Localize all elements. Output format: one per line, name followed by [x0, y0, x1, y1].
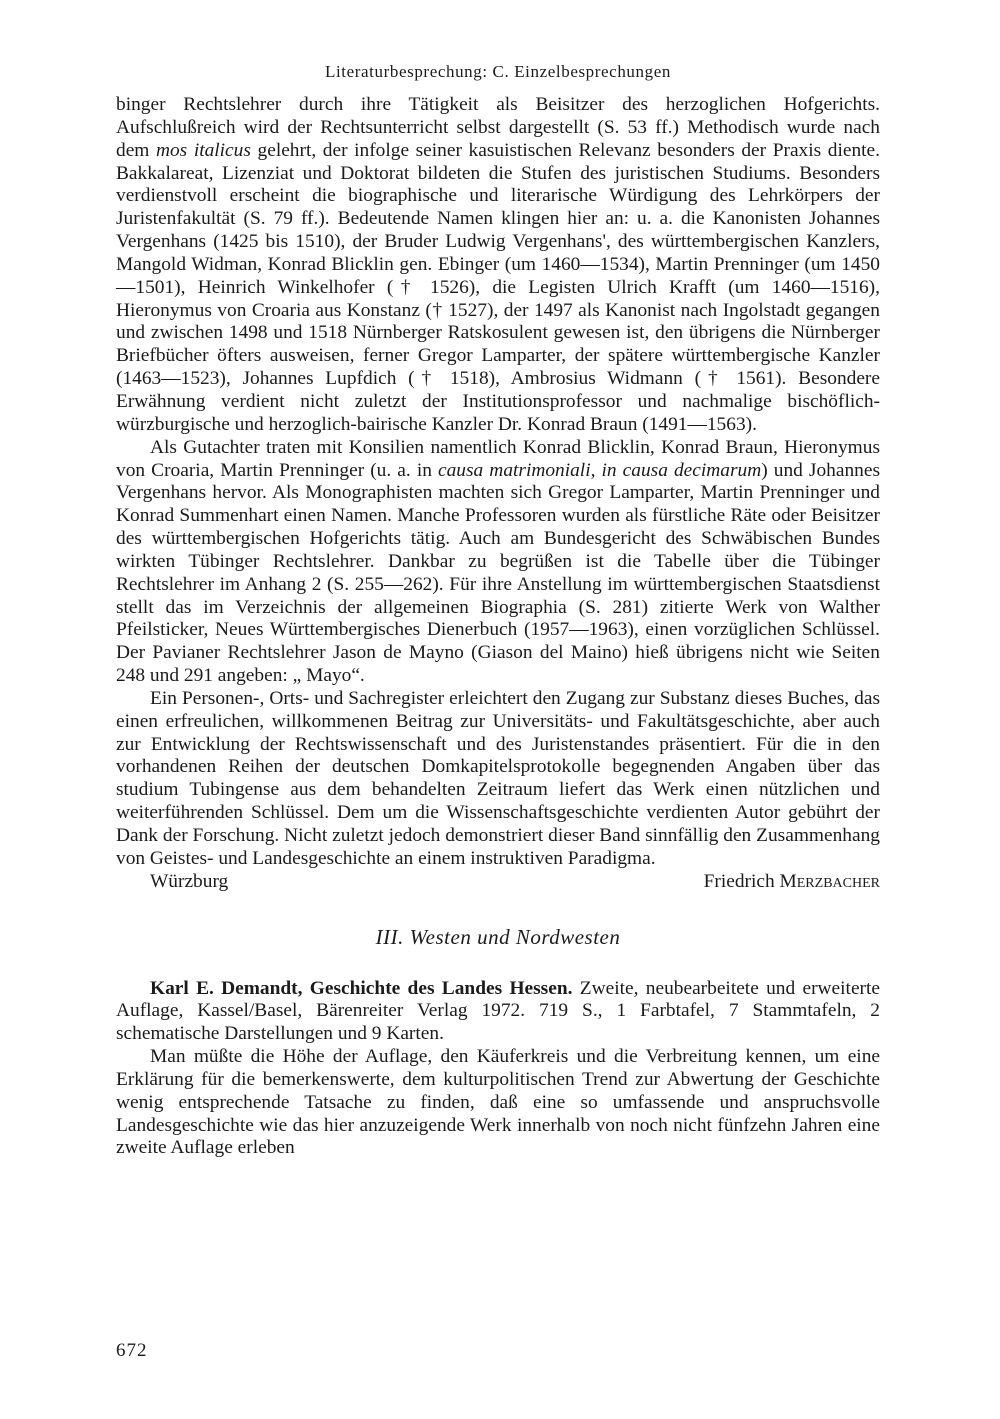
- paragraph-3: Ein Personen-, Orts- und Sachregister erleichtert den Zugang zur Substanz dieses Buches, das einen erfreulichen, willkommenen Beitrag zur Universitäts- und Fakultätsgeschichte, aber auch zur Entwicklung der Rechtswissenschaft und des Juristenstandes präsentiert. Für die in den vorhandenen Reihen der deutschen Domkapitelsprotokolle begegnenden Angaben über das studium Tubingense aus dem behandelten Zeitraum liefert das Werk einen nützlichen und weiterführenden Schlüssel. Dem um die Wissenschaftsgeschichte verdienten Autor gebührt der Dank der Forschung. Nicht zuletzt jedoch demonstriert dieser Band sinnfällig den Zusammenhang von Geistes- und Landesgeschichte an einem instruktiven Paradigma.: [116, 687, 880, 869]
- review-demandt: [116, 978, 880, 1161]
- paragraph-2: [116, 437, 880, 688]
- review-book-title: Karl E. Demandt, Geschichte des Landes Hessen.: [150, 977, 573, 999]
- review-merzbacher: [116, 94, 880, 894]
- paragraph-1-italic: mos italicus: [155, 139, 251, 161]
- paragraph-1: [116, 94, 880, 437]
- paragraph-2-text-a: Als Gutachter traten mit Konsilien namentlich Konrad Blicklin, Konrad Braun, Hieronymus von Croaria, Martin Prenninger (u. a. in: [116, 436, 880, 481]
- section-title: III. Westen und Nordwesten: [375, 924, 621, 949]
- review-heading: [116, 978, 880, 1047]
- signature-author: [704, 871, 880, 894]
- signature-first-name: Friedrich: [703, 870, 775, 892]
- paragraph-1-text: binger Rechtslehrer durch ihre Tätigkeit als Beisitzer des herzoglichen Hofgerichts. Aufschlußreich wird der Rechtsunterricht selbst dargestellt (S. 53 ff.) Methodisch wurde nach dem: [116, 94, 880, 161]
- page-content: [116, 58, 880, 1160]
- review-paragraph-1: Man müßte die Höhe der Auflage, den Käuferkreis und die Verbreitung kennen, um eine Erklärung für die bemerkenswerte, dem kulturpolitischen Trend zur Abwertung der Geschichte wenig entsprechende Tatsache zu finden, daß eine so umfassende und anspruchsvolle Landesgeschichte wie das hier anzuzeigende Werk innerhalb von noch nicht fünfzehn Jahren eine zweite Auflage erleben: [116, 1046, 880, 1159]
- paragraph-1-rest: gelehrt, der infolge seiner kasuistischen Relevanz besonders der Praxis diente. Bakkalareat, Lizenziat und Doktorat bildeten die Stufen des juristischen Studiums. Besonders verdienstvoll erscheint die biographische und literarische Würdigung des Lehrkörpers der Juristenfakultät (S. 79 ff.). Bedeutende Namen klingen hier an: u. a. die Kanonisten Johannes Vergenhans (1425 bis 1510), der Bruder Ludwig Vergenhans', des württembergischen Kanzlers, Mangold Widman, Konrad Blicklin gen. Ebinger (um 1460—1534), Martin Prenninger (um 1450—1501), Heinrich Winkelhofer († 1526), die Legisten Ulrich Krafft (um 1460—1516), Hieronymus von Croaria aus Konstanz († 1527), der 1497 als Kanonist nach Ingolstadt gegangen und zwischen 1498 und 1518 Nürnberger Ratskosulent gewesen ist, den übrigens die Nürnberger Briefbücher öfters ausweisen, ferner Gregor Lamparter, der spätere württembergische Kanzler (1463—1523), Johannes Lupfdich († 1518), Ambrosius Widmann († 1561). Besondere Erwähnung verdient nicht zuletzt der Institutionsprofessor und nachmalige bischöflich-würzburgische und herzoglich-bairische Kanzler Dr. Konrad Braun (1491—1563).: [116, 139, 880, 435]
- running-head: Literaturbesprechung: C. Einzelbesprechungen: [325, 62, 671, 81]
- paragraph-2-italic: causa matrimoniali, in causa decimarum: [438, 459, 762, 481]
- page-number: 672: [116, 1340, 148, 1361]
- signature-place: Würzburg: [150, 870, 229, 892]
- paragraph-2-text-b: ) und Johannes Vergenhans hervor. Als Monographisten machten sich Gregor Lamparter, Martin Prenninger und Konrad Summenhart einen Namen. Manche Professoren wurden als fürstliche Räte oder Beisitzer des württembergischen Hofgerichts tätig. Auch am Bundesgericht des Schwäbischen Bundes wirkten Tübinger Rechtslehrer. Dankbar zu begrüßen ist die Tabelle über die Tübinger Rechtslehrer im Anhang 2 (S. 255—262). Für ihre Anstellung im württembergischen Staatsdienst stellt das im Verzeichnis der allgemeinen Biographia (S. 281) zitierte Werk von Walther Pfeilsticker, Neues Württembergisches Dienerbuch (1957—1963), einen vorzüglichen Schlüssel. Der Pavianer Rechtslehrer Jason de Mayno (Giason del Maino) hieß übrigens nicht wie Seiten 248 und 291 angeben: „ Mayo“.: [116, 459, 880, 687]
- signature-last-name: Merzbacher: [779, 870, 880, 892]
- signature-line: [116, 871, 880, 894]
- review-bibliography: Zweite, neubearbeitete und erweiterte Auflage, Kassel/Basel, Bärenreiter Verlag 1972. 719 S., 1 Farbtafel, 7 Stammtafeln, 2 schematische Darstellungen und 9 Karten.: [116, 977, 880, 1045]
